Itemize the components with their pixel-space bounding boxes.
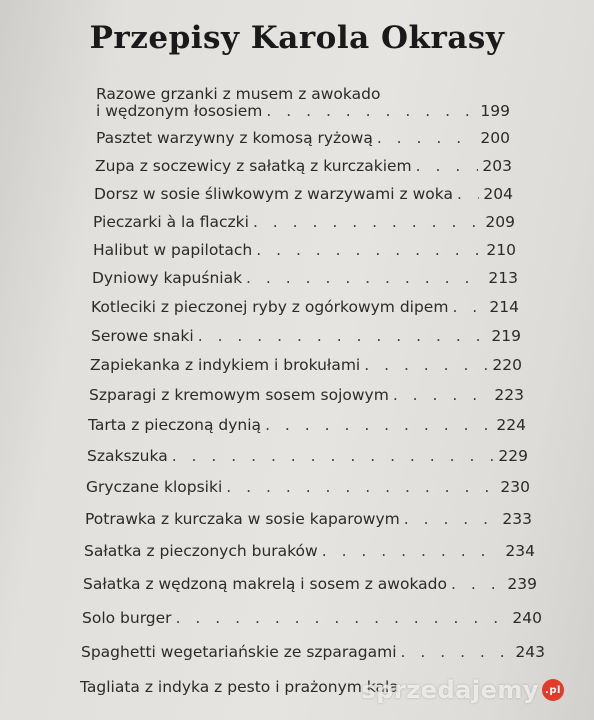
toc-entry-page: 229 [498, 447, 528, 465]
dot-leader [401, 644, 512, 661]
toc-entry-page: 204 [483, 185, 513, 203]
dot-leader [457, 186, 479, 203]
dot-leader [265, 417, 492, 434]
dot-leader [404, 511, 499, 528]
dot-leader [226, 479, 496, 496]
toc-entry-name: Spaghetti wegetariańskie ze szparagami [81, 643, 397, 661]
toc-entry-name: Kotleciki z pieczonej ryby z ogórkowym dipem [91, 298, 449, 316]
toc-entry-name: Dorsz w sosie śliwkowym z warzywami z woka [94, 185, 453, 203]
toc-entry-page: 224 [496, 416, 526, 434]
toc-entry-page: 234 [505, 542, 535, 560]
toc-entry-name: Halibut w papilotach [93, 241, 253, 259]
toc-entry-name: Pieczarki à la flaczki [93, 213, 249, 231]
dot-leader [451, 576, 503, 593]
dot-leader [246, 270, 484, 287]
toc-entry [90, 357, 522, 374]
dot-leader [172, 448, 495, 465]
watermark [361, 676, 564, 704]
toc-entry [89, 387, 524, 404]
dot-leader [393, 387, 491, 404]
toc-entry [91, 299, 519, 316]
toc-entry-name: Solo burger [82, 609, 172, 627]
toc-entry [96, 130, 510, 147]
toc-entry-page: 233 [502, 510, 532, 528]
dot-leader [176, 610, 509, 627]
toc-entry [94, 186, 513, 203]
toc-entry [88, 417, 526, 434]
toc-entry-name: Sałatka z wędzoną makrelą i sosem z awokado [83, 575, 447, 593]
toc-entry-name: Szakszuka [87, 447, 168, 465]
toc-entry-name: Zapiekanka z indykiem i brokułami [90, 356, 361, 374]
toc-entry-name: Szparagi z kremowym sosem sojowym [89, 386, 389, 404]
toc-entry-name: Potrawka z kurczaka w sosie kaparowym [85, 510, 400, 528]
toc-entry-page: 214 [489, 298, 519, 316]
toc-entry-page: 239 [507, 575, 537, 593]
dot-leader [377, 130, 477, 147]
toc-entry [83, 576, 537, 593]
toc-entry [93, 242, 516, 259]
dot-leader [266, 103, 476, 120]
dot-leader [322, 543, 502, 560]
toc-entry-page: 213 [488, 269, 518, 287]
toc-entry [86, 479, 530, 496]
toc-entry [95, 158, 512, 175]
toc-entry-page: 200 [480, 129, 510, 147]
toc-entry-name: Pasztet warzywny z komosą ryżową [96, 129, 373, 147]
toc-entry-name: Dyniowy kapuśniak [92, 269, 243, 287]
toc-entry [91, 328, 521, 345]
toc-entry-page: 230 [500, 478, 530, 496]
toc-entry-page: 203 [482, 157, 512, 175]
dot-leader [452, 299, 485, 316]
dot-leader [364, 357, 488, 374]
toc-entry [87, 448, 528, 465]
toc-entry-page: 240 [512, 609, 542, 627]
toc-entry-name: Serowe snaki [91, 327, 194, 345]
watermark-badge: .pl [542, 679, 564, 701]
dot-leader [253, 214, 481, 231]
toc-entry [85, 511, 532, 528]
toc-entry-page: 209 [485, 213, 515, 231]
toc-entry [84, 543, 535, 560]
toc-entry [81, 644, 545, 661]
watermark-text: sprzedajemy [361, 676, 539, 704]
toc-entry-name: Tarta z pieczoną dynią [88, 416, 262, 434]
toc-entry-page: 199 [480, 102, 510, 120]
toc-entry-page: 220 [492, 356, 522, 374]
toc-entry-name: Zupa z soczewicy z sałatką z kurczakiem [95, 157, 412, 175]
dot-leader [416, 158, 479, 175]
toc-entry [82, 610, 542, 627]
toc-entry-name: Razowe grzanki z musem z awokado [96, 85, 381, 103]
toc-entry [93, 214, 515, 231]
page-title: Przepisy Karola Okrasy [89, 20, 505, 56]
toc-entry-name: Tagliata z indyka z pesto i prażonym kala [80, 678, 399, 696]
toc-entry-page: 219 [491, 327, 521, 345]
toc-entry-name: Sałatka z pieczonych buraków [84, 542, 318, 560]
toc-entry-page: 210 [486, 241, 516, 259]
toc-entry-name: Gryczane klopsiki [86, 478, 223, 496]
toc-entry-name-continued: i wędzonym łososiem [96, 102, 263, 120]
toc-entry [92, 270, 518, 287]
toc-entry-page: 243 [515, 643, 545, 661]
toc-entry-page: 223 [494, 386, 524, 404]
dot-leader [198, 328, 488, 345]
toc-entry [96, 86, 510, 120]
dot-leader [256, 242, 482, 259]
